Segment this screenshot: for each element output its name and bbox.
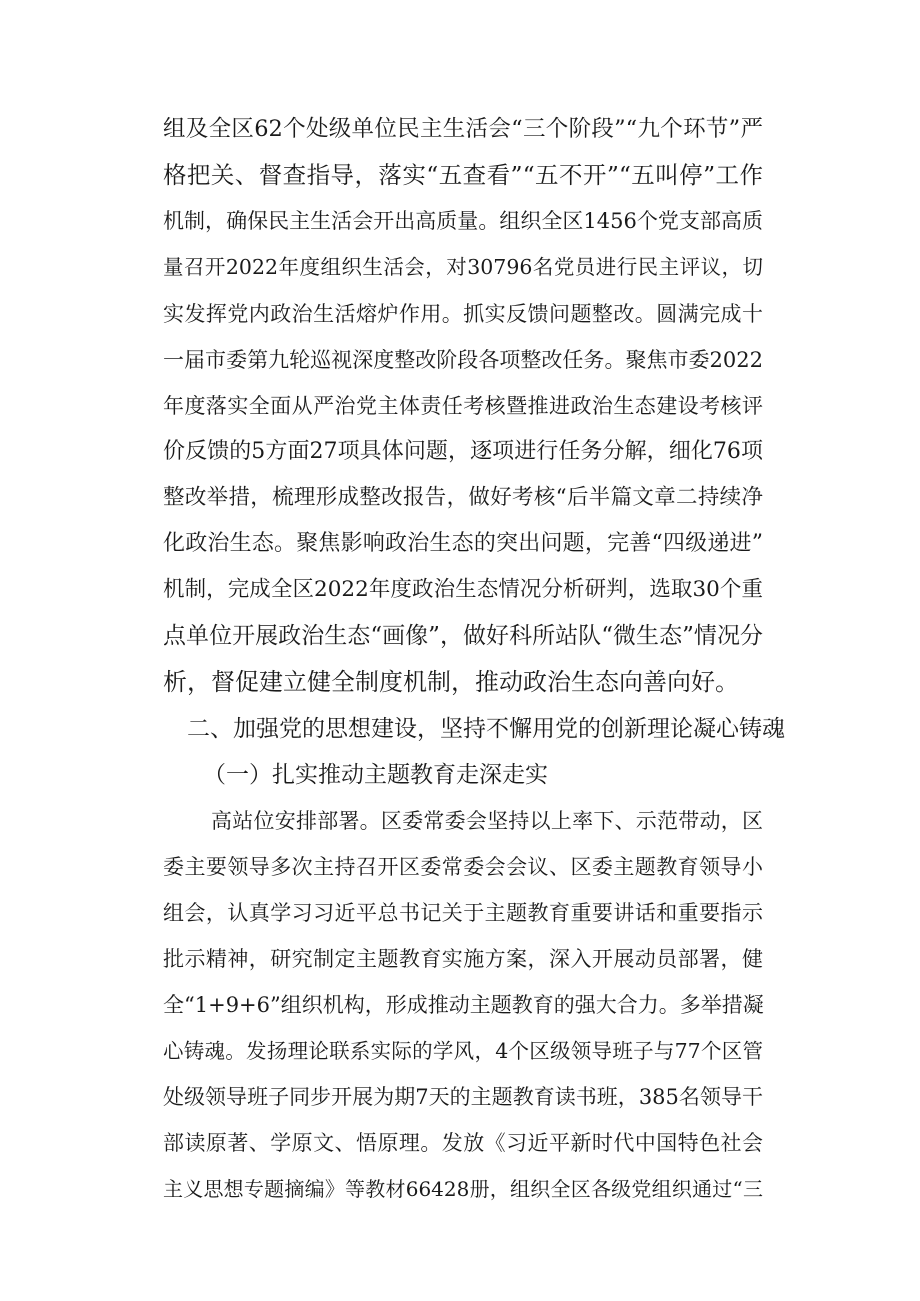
text-line: 量召开2022年度组织生活会，对30796名党员进行民主评议，切 xyxy=(163,255,763,279)
text-line: 一届市委第九轮巡视深度整改阶段各项整改任务。聚焦市委2022 xyxy=(163,348,763,372)
text-line: 析，督促建立健全制度机制，推动政治生态向善向好。 xyxy=(163,668,739,696)
text-line: 主义思想专题摘编》等教材66428册，组织全区各级党组织通过“三 xyxy=(163,1177,763,1201)
section-heading: 二、加强党的思想建设，坚持不懈用党的创新理论凝心铸魂 xyxy=(187,716,785,742)
text-line: 年度落实全面从严治党主体责任考核暨推进政治生态建设考核评 xyxy=(163,394,763,418)
text-line: 整改举措，梳理形成整改报告，做好考核“后半篇文章二持续净 xyxy=(163,485,763,510)
text-line: 格把关、督查指导，落实“五查看”“五不开”“五叫停”工作 xyxy=(163,161,763,189)
text-line: 点单位开展政治生态“画像”，做好科所站队“微生态”情况分 xyxy=(163,623,763,649)
text-line: 实发挥党内政治生活熔炉作用。抓实反馈问题整改。圆满完成十 xyxy=(163,302,763,326)
text-line: 高站位安排部署。区委常委会坚持以上率下、示范带动，区 xyxy=(211,809,763,833)
text-line: 机制，确保民主生活会开出高质量。组织全区1456个党支部高质 xyxy=(163,209,763,233)
text-line: 部读原著、学原文、悟原理。发放《习近平新时代中国特色社会 xyxy=(163,1131,763,1155)
text-line: 委主要领导多次主持召开区委常委会会议、区委主题教育领导小 xyxy=(163,855,763,879)
subsection-heading: （一）扎实推动主题教育走深走实 xyxy=(203,762,548,788)
text-line: 机制，完成全区2022年度政治生态情况分析研判，选取30个重 xyxy=(163,577,763,602)
text-line: 化政治生态。聚焦影响政治生态的突出问题，完善“四级递进” xyxy=(163,531,763,556)
text-line: 全“1+9+6”组织机构，形成推动主题教育的强大合力。多举措凝 xyxy=(163,993,764,1017)
text-line: 组及全区62个处级单位民主生活会“三个阶段”“九个环节”严 xyxy=(163,116,763,142)
text-line: 价反馈的5方面27项具体问题，逐项进行任务分解，细化76项 xyxy=(163,439,763,464)
text-line: 批示精神，研究制定主题教育实施方案，深入开展动员部署，健 xyxy=(163,947,763,971)
text-line: 心铸魂。发扬理论联系实际的学风，4个区级领导班子与77个区管 xyxy=(163,1039,763,1063)
text-line: 组会，认真学习习近平总书记关于主题教育重要讲话和重要指示 xyxy=(163,901,763,925)
text-line: 处级领导班子同步开展为期7天的主题教育读书班，385名领导干 xyxy=(163,1085,763,1109)
